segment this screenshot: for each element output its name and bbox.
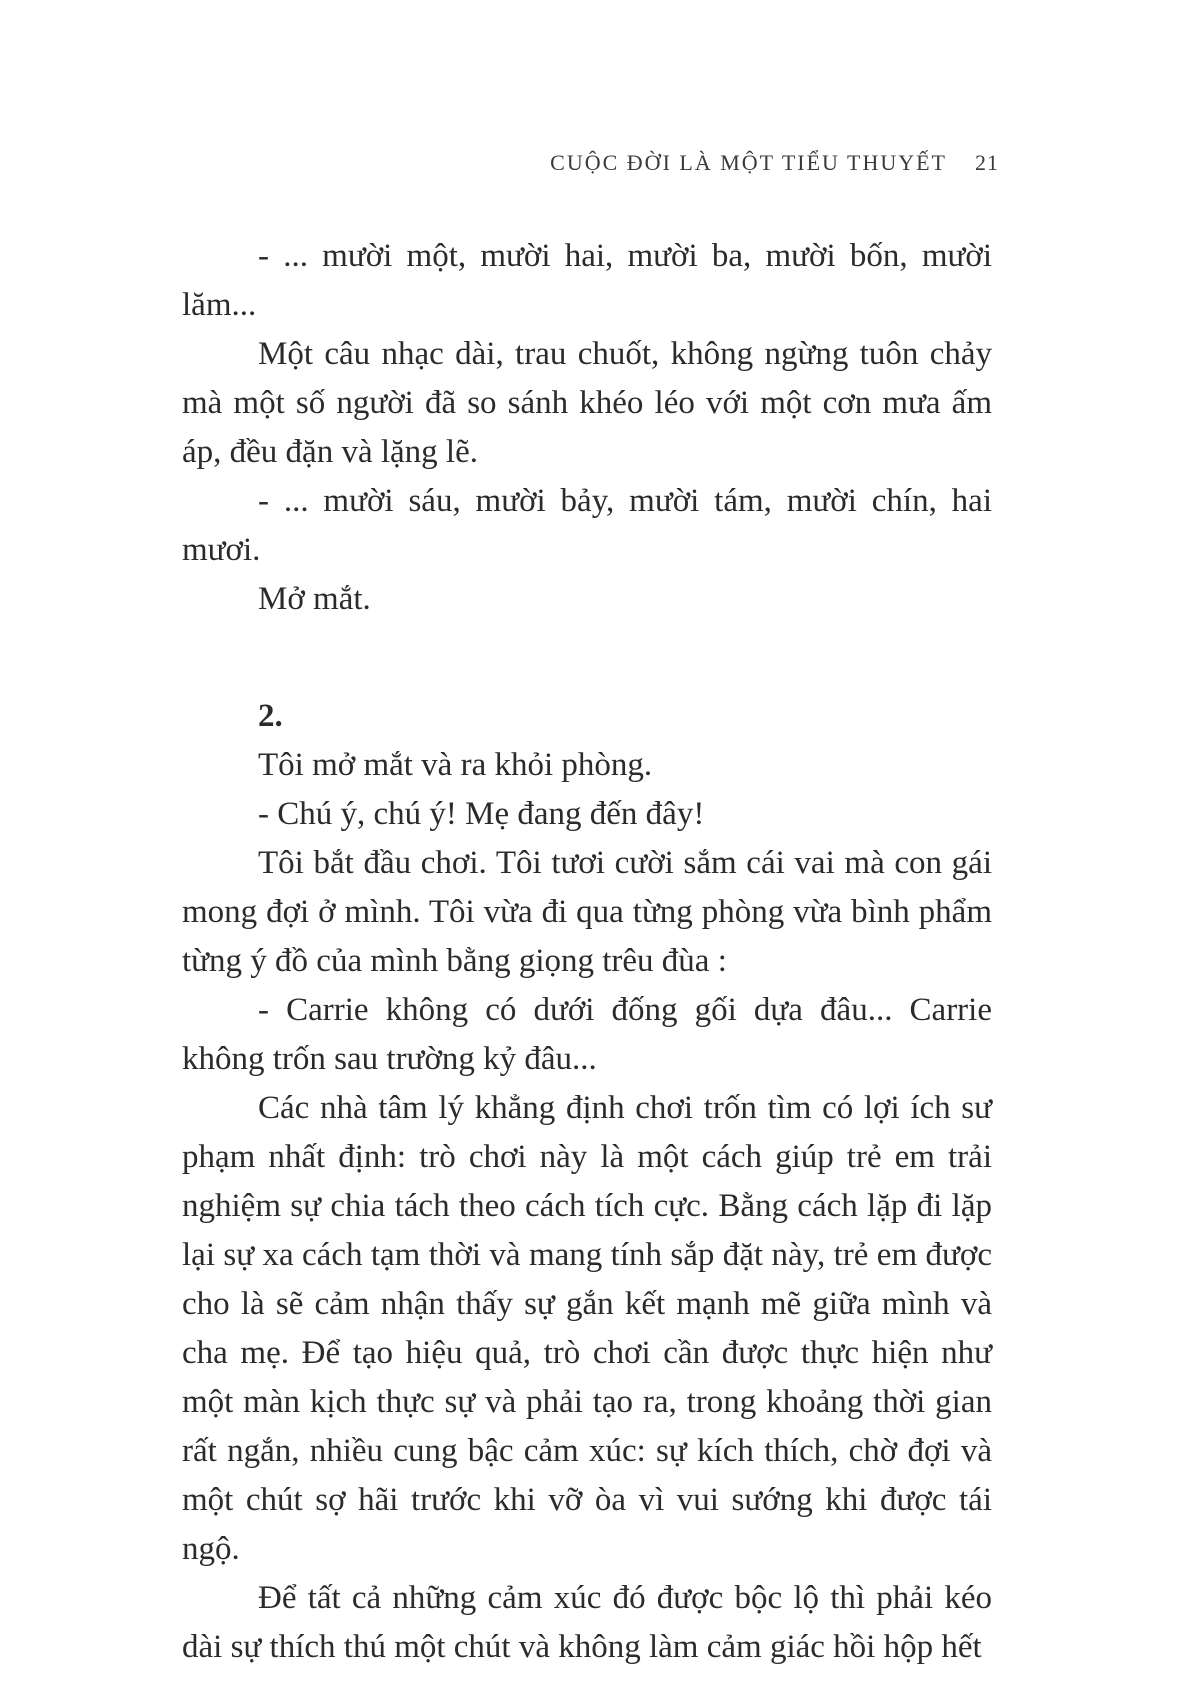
running-title: CUỘC ĐỜI LÀ MỘT TIỂU THUYẾT <box>550 150 947 175</box>
paragraph: Để tất cả những cảm xúc đó được bộc lộ thì phải kéo dài sự thích thú một chút và không làm cảm giác hồi hộp hết <box>182 1580 992 1665</box>
paragraph: Tôi bắt đầu chơi. Tôi tươi cười sắm cái vai mà con gái mong đợi ở mình. Tôi vừa đi qua từng phòng vừa bình phẩm từng ý đồ của mình bằng giọng trêu đùa : <box>182 845 992 979</box>
section-heading: 2. <box>258 698 283 734</box>
paragraph: Các nhà tâm lý khẳng định chơi trốn tìm có lợi ích sư phạm nhất định: trò chơi này là một cách giúp trẻ em trải nghiệm sự chia tách theo cách tích cực. Bằng cách lặp đi lặp lại sự xa cách tạm thời và mang tính sắp đặt này, trẻ em được cho là sẽ cảm nhận thấy sự gắn kết mạnh mẽ giữa mình và cha mẹ. Để tạo hiệu quả, trò chơi cần được thực hiện như một màn kịch thực sự và phải tạo ra, trong khoảng thời gian rất ngắn, nhiều cung bậc cảm xúc: sự kích thích, chờ đợi và một chút sợ hãi trước khi vỡ òa vì vui sướng khi được tái ngộ. <box>182 1090 992 1567</box>
paragraph: - Chú ý, chú ý! Mẹ đang đến đây! <box>258 796 705 832</box>
paragraph: Một câu nhạc dài, trau chuốt, không ngừng tuôn chảy mà một số người đã so sánh khéo léo với một cơn mưa ấm áp, đều đặn và lặng lẽ. <box>182 336 992 470</box>
paragraph: - ... mười sáu, mười bảy, mười tám, mười chín, hai mươi. <box>182 483 992 568</box>
paragraph: Mở mắt. <box>258 581 371 617</box>
paragraph: - Carrie không có dưới đống gối dựa đâu... Carrie không trốn sau trường kỷ đâu... <box>182 992 992 1077</box>
paragraph: - ... mười một, mười hai, mười ba, mười bốn, mười lăm... <box>182 238 992 323</box>
body-text <box>182 232 992 1672</box>
running-header <box>550 150 999 176</box>
page-number: 21 <box>975 150 999 175</box>
paragraph: Tôi mở mắt và ra khỏi phòng. <box>258 747 653 783</box>
